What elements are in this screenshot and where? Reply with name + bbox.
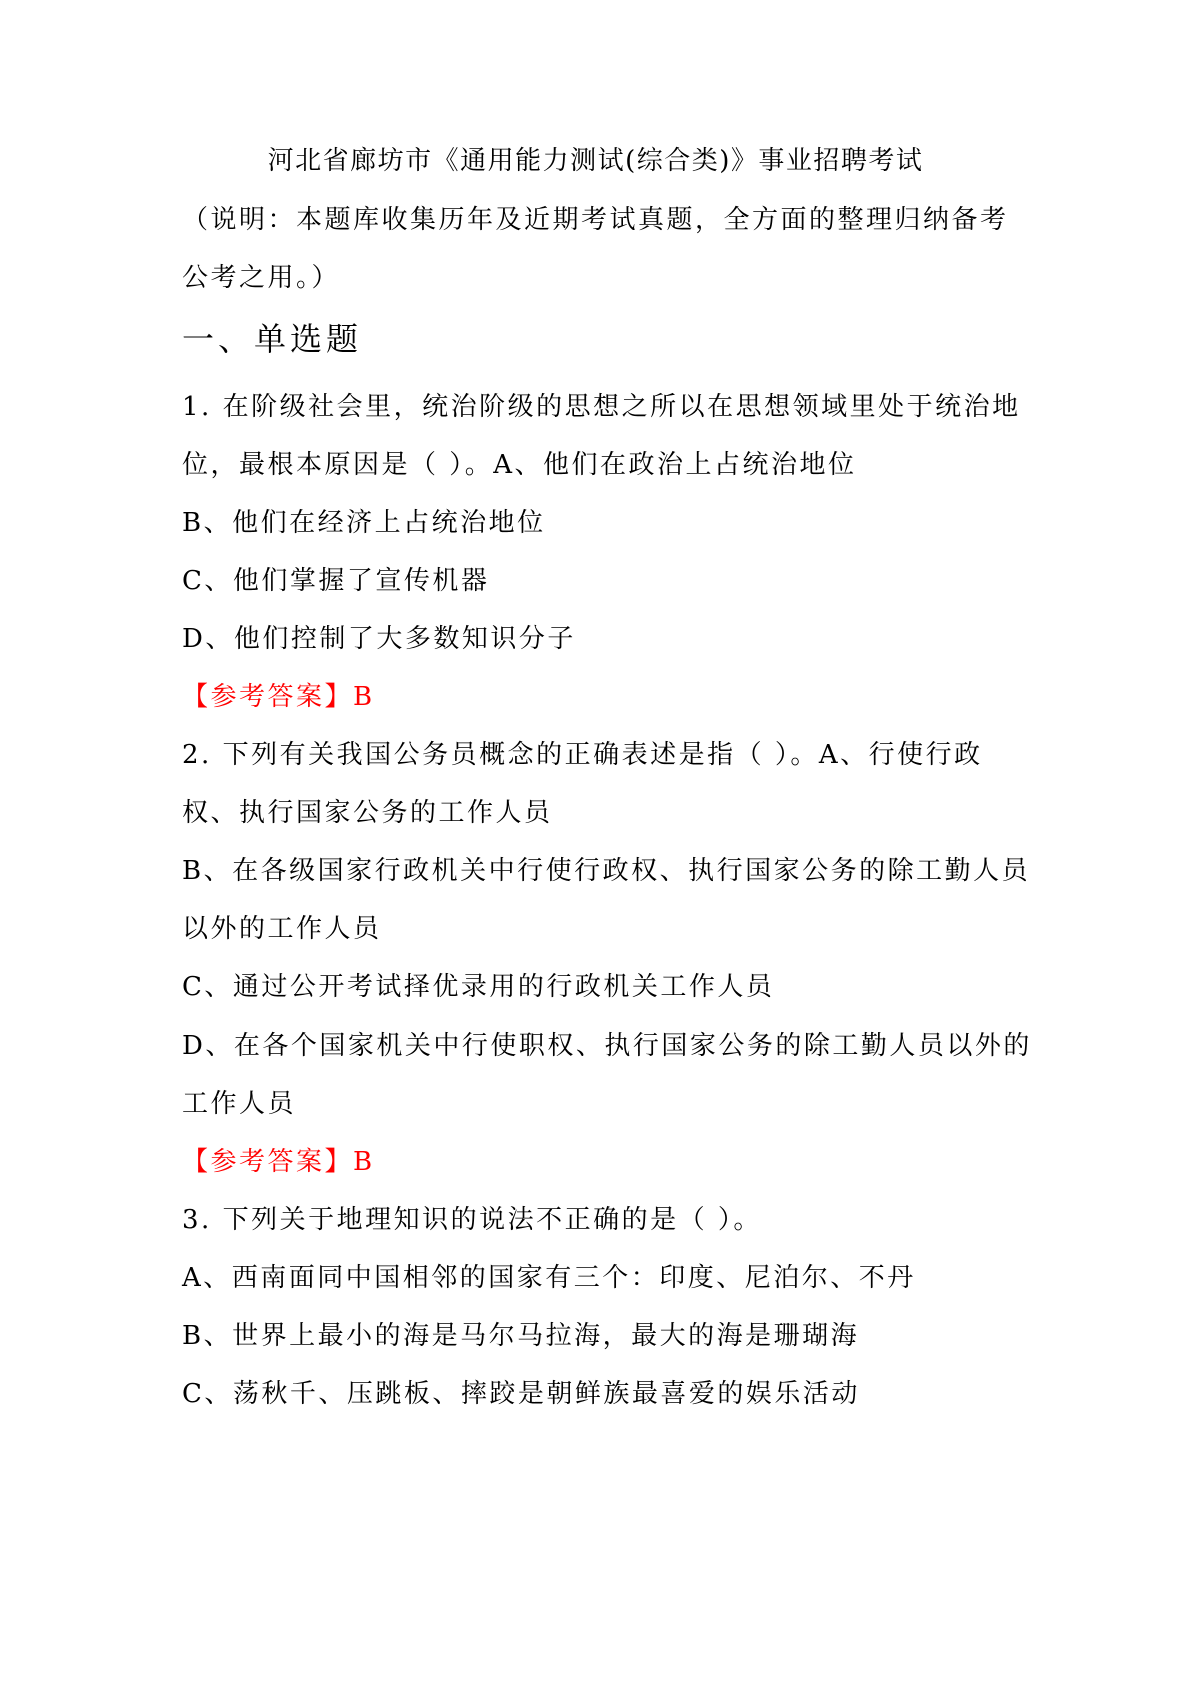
question-2-stem-line-1: 2. 下列有关我国公务员概念的正确表述是指（ ）。A、行使行政 <box>182 740 983 770</box>
question-2-answer: 【参考答案】B <box>182 1147 375 1177</box>
question-1-answer: 【参考答案】B <box>182 682 375 712</box>
question-1-stem-line-2: 位，最根本原因是（ ）。A、他们在政治上占统治地位 <box>182 450 857 480</box>
question-3-option-b: B、世界上最小的海是马尔马拉海，最大的海是珊瑚海 <box>182 1321 860 1351</box>
question-2-option-d-line-1: D、在各个国家机关中行使职权、执行国家公务的除工勤人员以外的 <box>182 1031 1032 1061</box>
intro-line-1: （说明：本题库收集历年及近期考试真题，全方面的整理归纳备考 <box>182 205 1009 235</box>
document-title: 河北省廊坊市《通用能力测试(综合类)》事业招聘考试 <box>267 146 924 176</box>
question-2-option-d-line-2: 工作人员 <box>182 1089 297 1119</box>
question-1-option-c: C、他们掌握了宣传机器 <box>182 566 490 596</box>
question-2-option-b-line-1: B、在各级国家行政机关中行使行政权、执行国家公务的除工勤人员 <box>182 856 1031 886</box>
question-2-option-b-line-2: 以外的工作人员 <box>182 914 382 944</box>
question-1-stem-line-1: 1. 在阶级社会里，统治阶级的思想之所以在思想领域里处于统治地 <box>182 392 1021 422</box>
question-2-option-c: C、通过公开考试择优录用的行政机关工作人员 <box>182 972 775 1002</box>
question-1-option-b: B、他们在经济上占统治地位 <box>182 508 546 538</box>
question-1-option-d: D、他们控制了大多数知识分子 <box>182 624 576 654</box>
question-3-stem-line-1: 3. 下列关于地理知识的说法不正确的是（ ）。 <box>182 1205 762 1235</box>
question-2-stem-line-2: 权、执行国家公务的工作人员 <box>182 798 553 828</box>
question-3-option-c: C、荡秋千、压跳板、摔跤是朝鲜族最喜爱的娱乐活动 <box>182 1379 860 1409</box>
section-title: 一、单选题 <box>182 320 363 358</box>
question-3-option-a: A、西南面同中国相邻的国家有三个：印度、尼泊尔、不丹 <box>182 1263 916 1293</box>
intro-line-2: 公考之用。） <box>182 263 341 293</box>
